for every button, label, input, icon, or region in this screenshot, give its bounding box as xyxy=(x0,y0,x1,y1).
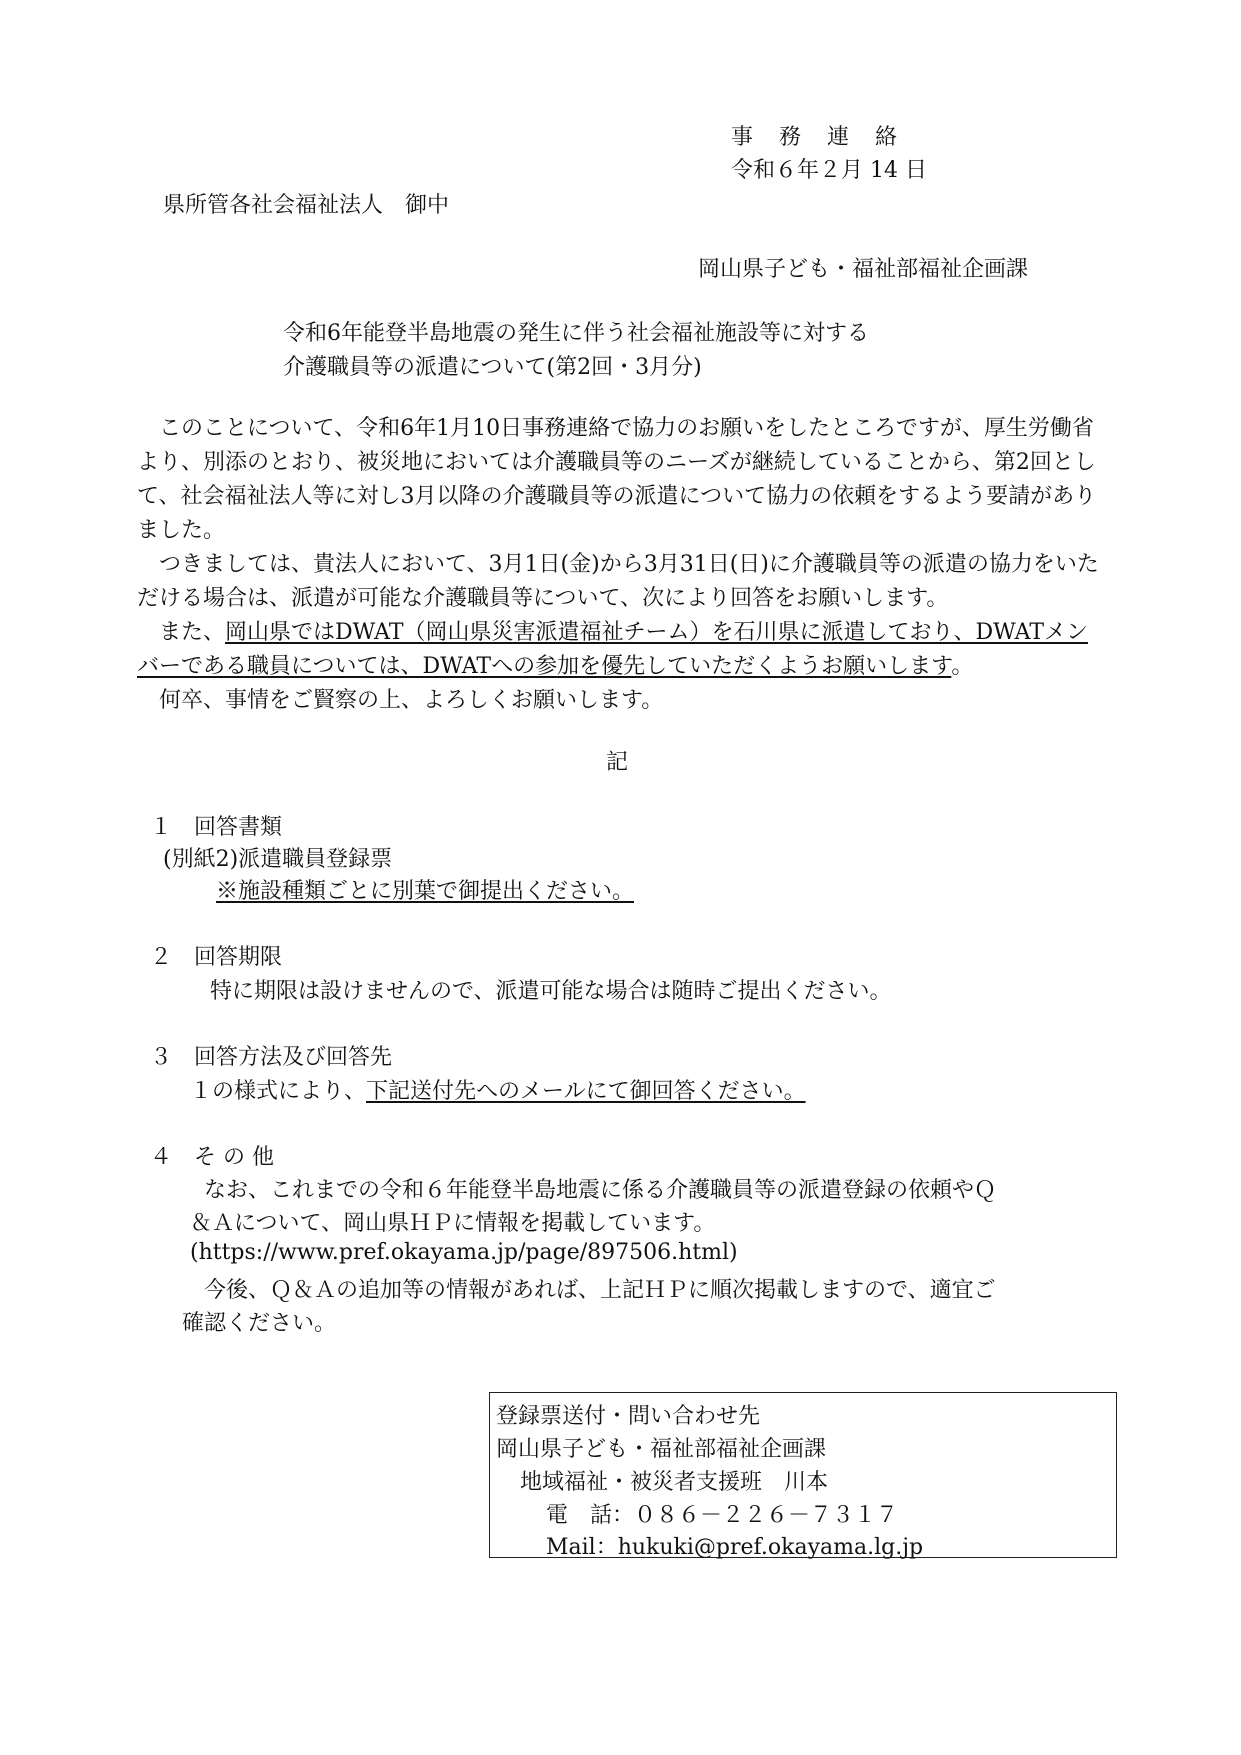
section-4-line-3: 今後、Ｑ＆Ａの追加等の情報があれば、上記ＨＰに順次掲載しますので、適宜ご xyxy=(204,1278,996,1303)
paragraph-3-underlined: 岡山県ではDWAT（岡山県災害派遣福祉チーム）を石川県に派遣しており、DWATメンバーである職員については、DWATへの参加を優先していただくようお願いします xyxy=(137,620,1089,679)
section-3-prefix: １の様式により、 xyxy=(190,1079,367,1104)
contact-heading: 登録票送付・問い合わせ先 xyxy=(496,1404,761,1429)
section-4-line-4: 確認ください。 xyxy=(182,1311,337,1336)
contact-dept: 岡山県子ども・福祉部福祉企画課 xyxy=(496,1437,827,1462)
paragraph-4: 何卒、事情をご賢察の上、よろしくお願いします。 xyxy=(137,688,664,713)
paragraph-3 xyxy=(137,616,1107,684)
sender: 岡山県子ども・福祉部福祉企画課 xyxy=(698,257,1029,282)
section-1-heading: １ 回答書類 xyxy=(150,815,283,840)
contact-mail: Mail：hukuki@pref.okayama.lg.jp xyxy=(546,1535,924,1560)
section-4-line-2: ＆Ａについて、岡山県ＨＰに情報を掲載しています。 xyxy=(190,1211,716,1236)
section-1-item: (別紙2)派遣職員登録票 xyxy=(163,847,393,872)
section-4-url: (https://www.pref.okayama.jp/page/897506.html) xyxy=(190,1240,738,1265)
contact-phone: 電 話：０８６－２２６－７３１７ xyxy=(546,1503,899,1528)
paragraph-2: つきましては、貴法人において、3月1日(金)から3月31日(日)に介護職員等の派遣の協力をいただける場合は、派遣が可能な介護職員等について、次により回答をお願いします。 xyxy=(137,552,1099,611)
section-4-line-1: なお、これまでの令和６年能登半島地震に係る介護職員等の派遣登録の依頼やＱ xyxy=(204,1178,997,1203)
section-4-heading: ４ そ の 他 xyxy=(150,1145,274,1170)
paragraph-1: このことについて、令和6年1月10日事務連絡で協力のお願いをしたところですが、厚生労働省より、別添のとおり、被災地においては介護職員等のニーズが継続していることから、第2回として、社会福祉法人等に対し3月以降の介護職員等の派遣について協力の依頼をするよう要請がありました。 xyxy=(137,416,1097,543)
section-1-note: ※施設種類ごとに別葉で御提出ください。 xyxy=(216,879,635,904)
paragraph-3-suffix: 。 xyxy=(951,654,974,679)
section-2-heading: ２ 回答期限 xyxy=(150,945,283,970)
ki-marker: 記 xyxy=(606,750,629,775)
paragraph-3-prefix: また、 xyxy=(137,620,226,645)
section-3-heading: ３ 回答方法及び回答先 xyxy=(150,1045,393,1070)
title-line-1: 令和6年能登半島地震の発生に伴う社会福祉施設等に対する xyxy=(283,321,869,346)
section-3-text xyxy=(190,1074,806,1105)
contact-team: 地域福祉・被災者支援班 川本 xyxy=(520,1470,829,1495)
doc-date: 令和６年２月 14 日 xyxy=(731,158,927,183)
contact-box xyxy=(489,1392,1117,1558)
title-line-2: 介護職員等の派遣について(第2回・3月分) xyxy=(283,355,702,380)
doc-type: 事 務 連 絡 xyxy=(731,125,900,150)
section-2-text: 特に期限は設けませんので、派遣可能な場合は随時ご提出ください。 xyxy=(210,979,892,1004)
section-3-underlined: 下記送付先へのメールにて御回答ください。 xyxy=(366,1079,806,1104)
body-text xyxy=(137,412,1107,718)
addressee: 県所管各社会福祉法人 御中 xyxy=(163,193,450,218)
